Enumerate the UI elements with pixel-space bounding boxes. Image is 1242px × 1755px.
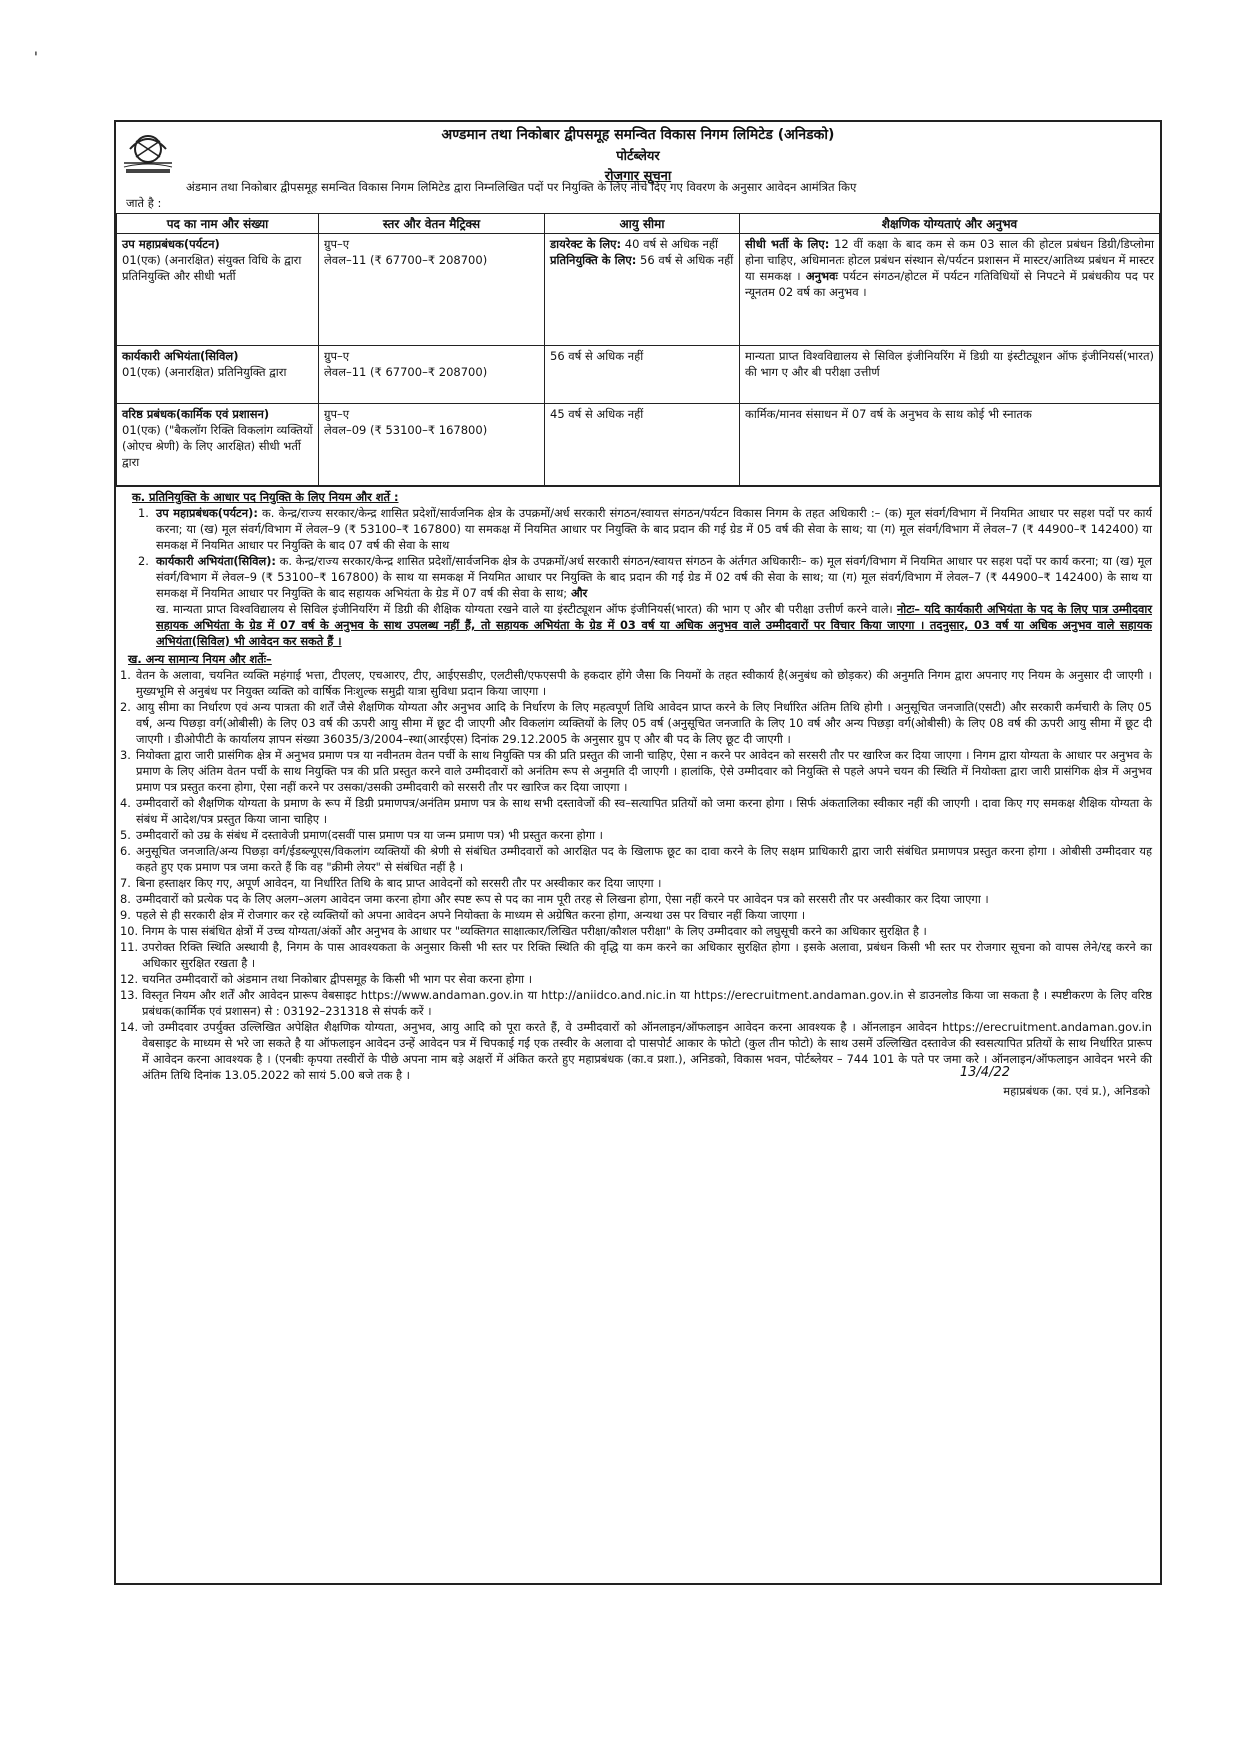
- post-cell: [117, 346, 319, 404]
- item-kha: ख. मान्यता प्राप्त विश्वविद्यालय से सिविल इंजीनियरिंग में डिग्री की शैक्षिक योग्यता रखने वाले या इंस्टीट्यूशन ऑफ इंजीनियर्स(भारत) की भाग ए और बी परीक्षा उत्तीर्ण करने वाले।: [156, 602, 897, 616]
- item-number: 2.: [120, 700, 131, 714]
- level-group: ग्रुप–ए: [324, 237, 350, 251]
- item-number: 13.: [120, 988, 139, 1002]
- level-cell: [319, 346, 545, 404]
- table-row: [117, 404, 1160, 486]
- item-or: और: [567, 586, 588, 600]
- item-number: 1.: [120, 668, 131, 682]
- level-pay: लेवल–09 (₹ 53100–₹ 167800): [324, 423, 488, 437]
- item-text: बिना हस्ताक्षर किए गए, अपूर्ण आवेदन, या निर्धारित तिथि के बाद प्राप्त आवेदनों को सरसरी तौर पर अस्वीकार कर दिया जाएगा ।: [136, 876, 662, 890]
- level-cell: [319, 404, 545, 486]
- item-text: चयनित उम्मीदवारों को अंडमान तथा निकोबार द्वीपसमूह के किसी भी भाग पर सेवा करना होगा ।: [142, 972, 533, 986]
- list-item: [120, 987, 1152, 1019]
- deputation-rules: [116, 486, 1160, 651]
- level-pay: लेवल–11 (₹ 67700–₹ 208700): [324, 253, 488, 267]
- item-number: 12.: [120, 972, 139, 986]
- list-item: [138, 553, 1152, 649]
- list-item: [120, 939, 1152, 971]
- level-group: ग्रुप–ए: [324, 349, 350, 363]
- item-number: 7.: [120, 876, 131, 890]
- item-text: विस्तृत नियम और शर्तें और आवेदन प्रारूप वेबसाइट https://www.andaman.gov.in या http://aniidco.and.nic.in या https://erecruitment.andaman.gov.in से डाउनलोड किया जा सकता है । स्पष्टीकरण के लिए वरिष्ठ प्रबंधक(कार्मिक एवं प्रशासन) से : 03192–231318 से संपर्क करें ।: [142, 988, 1152, 1018]
- list-item: [120, 891, 1152, 907]
- age-direct: 40 वर्ष से अधिक नहीं: [621, 237, 719, 251]
- age-deputation: 56 वर्ष से अधिक नहीं: [636, 253, 734, 267]
- signature-block: [116, 1065, 1160, 1099]
- item-text: आयु सीमा का निर्धारण एवं अन्य पात्रता की शर्तें जैसे शैक्षणिक योग्यता और अनुभव आदि के निर्धारण के लिए महत्वपूर्ण तिथि आवेदन प्राप्त करने के लिए निर्धारित अंतिम तिथि होगी । अनुसूचित जनजाति(एसटी) और सरकारी कर्मचारी के लिए 05 वर्ष, अन्य पिछड़ा वर्ग(ओबीसी) के लिए 03 वर्ष की ऊपरी आयु सीमा में छूट दी जाएगी और विकलांग व्यक्तियों के लिए 05 वर्ष (अनुसूचित जनजाति के लिए 10 वर्ष और अन्य पिछड़ा वर्ग(ओबीसी) के लिए 08 वर्ष की ऊपरी आयु सीमा में छूट दी जाएगी । डीओपीटी के कार्यालय ज्ञापन संख्या 36035/3/2004–स्था(आरईएस) दिनांक 29.12.2005 के अनुसार ग्रुप ए और बी पद के लिए छूट दी जाएगी ।: [136, 700, 1152, 746]
- list-item: [120, 971, 1152, 987]
- age-cell: 45 वर्ष से अधिक नहीं: [545, 404, 740, 486]
- item-title: उप महाप्रबंधक(पर्यटन):: [156, 506, 258, 520]
- level-cell: [319, 234, 545, 346]
- post-cell: [117, 234, 319, 346]
- item-text: अनुसूचित जनजाति/अन्य पिछड़ा वर्ग/ईडब्ल्यूएस/विकलांग व्यक्तियों की श्रेणी से संबंधित उम्मीदवारों को आरक्षित पद के खिलाफ छूट का दावा करने के लिए सक्षम प्राधिकारी द्वारा जारी संबंधित प्रमाणपत्र प्रस्तुत करना होगा । ओबीसी उम्मीदवार यह कहते हुए एक प्रमाण पत्र जमा करते हैं कि वह "क्रीमी लेयर" से संबंधित नहीं है ।: [136, 844, 1152, 874]
- organization-name: अण्डमान तथा निकोबार द्वीपसमूह समन्वित विकास निगम लिमिटेड (अनिडको): [441, 127, 835, 143]
- item-text: उम्मीदवारों को प्रत्येक पद के लिए अलग–अलग आवेदन जमा करना होगा और स्पष्ट रूप से पद का नाम पूरी तरह से लिखना होगा, ऐसा नहीं करने पर आवेदन पत्र को सरसरी तौर पर अस्वीकार कर दिया जाएगा ।: [136, 892, 989, 906]
- post-title: वरिष्ठ प्रबंधक(कार्मिक एवं प्रशासन): [122, 407, 270, 421]
- item-text: क. केन्द्र/राज्य सरकार/केन्द्र शासित प्रदेशों/सार्वजनिक क्षेत्र के उपक्रमों/अर्ध सरकारी संगठन/स्वायत्त संगठन के अंर्तगत अधिकारीः– क) मूल संवर्ग/विभाग में नियमित आधार पर सहश पदों पर कार्य करना; या (ख) मूल संवर्ग/विभाग में लेवल–9 (₹ 53100–₹ 167800) के साथ या समकक्ष में नियमित आधार पर नियुक्ति के बाद प्रदान की गई ग्रेड में 02 वर्ष की सेवा के साथ; या (ग) मूल संवर्ग/विभाग में लेवल–7 (₹ 44900–₹ 142400) के साथ या समकक्ष में नियमित आधार पर नियुक्ति के बाद सहायक अभियंता के ग्रेड में 07 वर्ष की सेवा के साथ;: [156, 554, 1152, 600]
- notice-title: रोजगार सूचना: [604, 169, 672, 184]
- list-item: [120, 699, 1152, 747]
- table-row: [117, 234, 1160, 346]
- city-name: पोर्टब्लेयर: [616, 149, 660, 164]
- list-item: [120, 667, 1152, 699]
- item-text: उपरोक्त रिक्ति स्थिति अस्थायी है, निगम के पास आवश्यकता के अनुसार किसी भी स्तर पर रिक्ति स्थिति की वृद्धि या कम करने का अधिकार सुरक्षित होगा । इसके अलावा, प्रबंधन किसी भी स्तर पर रोजगार सूचना को वापस लेने/रद्द करने का अधिकार सुरक्षित रखता है ।: [142, 940, 1152, 970]
- col-age: आयु सीमा: [545, 214, 740, 234]
- list-item: [120, 747, 1152, 795]
- list-item: [120, 795, 1152, 827]
- intro-line-1: अंडमान तथा निकोबार द्वीपसमूह समन्वित विकास निगम लिमिटेड द्वारा निम्नलिखित पदों पर नियुक्ति के लिए नीचे दिए गए विवरण के अनुसार आवेदन आमंत्रित किए: [186, 180, 857, 194]
- item-number: 4.: [120, 796, 131, 810]
- qualification-cell: कार्मिक/मानव संसाधन में 07 वर्ष के अनुभव के साथ कोई भी स्नातक: [740, 404, 1160, 486]
- qualification-cell: [740, 234, 1160, 346]
- item-number: 1.: [138, 506, 149, 520]
- post-detail: 01(एक) (अनारक्षित) संयुक्त विधि के द्वारा प्रतिनियुक्ति और सीधी भर्ती: [122, 253, 302, 283]
- age-cell: 56 वर्ष से अधिक नहीं: [545, 346, 740, 404]
- item-number: 2.: [138, 554, 149, 568]
- col-level: स्तर और वेतन मैट्रिक्स: [319, 214, 545, 234]
- list-item: [138, 505, 1152, 553]
- age-label-direct: डायरेक्ट के लिए:: [550, 237, 622, 251]
- qual-label-experience: अनुभवः: [800, 269, 838, 283]
- level-group: ग्रुप–ए: [324, 407, 350, 421]
- list-item: [120, 907, 1152, 923]
- item-number: 8.: [120, 892, 131, 906]
- post-cell: [117, 404, 319, 486]
- item-note: नोटः– यदि कार्यकारी अभियंता के पद के लिए पात्र उम्मीदवार सहायक अभियंता के ग्रेड में 07 वर्ष के अनुभव के साथ उपलब्ध नहीं हैं, तो सहायक अभियंता के ग्रेड में 03 वर्ष या अधिक अनुभव वाले उम्मीदवारों पर विचार किया जाएगा । तदनुसार, 03 वर्ष या अधिक अनुभव वाले सहायक अभियंता(सिविल) भी आवेदन कर सकते हैं ।: [156, 602, 1152, 648]
- list-item: [120, 843, 1152, 875]
- item-text: उम्मीदवारों को उम्र के संबंध में दस्तावेजी प्रमाण(दसवीं पास प्रमाण पत्र या जन्म प्रमाण पत्र) भी प्रस्तुत करना होगा ।: [136, 828, 603, 842]
- qual-label-direct: सीधी भर्ती के लिए:: [745, 237, 830, 251]
- item-text: उम्मीदवारों को शैक्षणिक योग्यता के प्रमाण के रूप में डिग्री प्रमाणपत्र/अनंतिम प्रमाण पत्र के साथ सभी दस्तावेजों की स्व–सत्यापित प्रतियों को जमा करना होगा । सिर्फ अंकतालिका स्वीकार नहीं की जाएगी । दावा किए गए समकक्ष शैक्षिक योग्यता के संबंध में आदेश/पत्र प्रस्तुत किया जाना चाहिए ।: [136, 796, 1152, 826]
- item-text: क. केन्द्र/राज्य सरकार/केन्द्र शासित प्रदेशों/सार्वजनिक क्षेत्र के उपक्रमों/अर्ध सरकारी संगठन/स्वायत्त संगठन/पर्यटन विकास निगम के तहत अधिकारी :– (क) मूल संवर्ग/विभाग में नियमित आधार पर सहश पदों पर कार्य करना; या (ख) मूल संवर्ग/विभाग में लेवल–9 (₹ 53100–₹ 167800) या समकक्ष में नियमित आधार पर नियुक्ति के बाद प्रदान की गई ग्रेड में 05 वर्ष की सेवा के साथ; या (ग) मूल संवर्ग/विभाग में लेवल–7 (₹ 44900–₹ 142400) या समकक्ष में नियमित आधार पर नियुक्ति के बाद 07 वर्ष की सेवा के साथ: [156, 506, 1153, 552]
- qual-direct: 12 वीं कक्षा के बाद कम से कम 03 साल की होटल प्रबंधन डिग्री/डिप्लोमा होना चाहिए, अधिमानतः होटल प्रबंधन संस्थान से/पर्यटन प्रशासन में मास्टर/आतिथ्य प्रबंधन में मास्टर या समकक्ष ।: [745, 237, 1154, 283]
- item-number: 14.: [120, 1020, 139, 1034]
- post-title: कार्यकारी अभियंता(सिविल): [122, 349, 239, 363]
- item-number: 9.: [120, 908, 131, 922]
- level-pay: लेवल–11 (₹ 67700–₹ 208700): [324, 365, 488, 379]
- item-number: 5.: [120, 828, 131, 842]
- item-number: 11.: [120, 940, 139, 954]
- item-text: वेतन के अलावा, चयनित व्यक्ति महंगाई भत्ता, टीएलए, एचआरए, टीए, आईएसडीए, एलटीसी/एफएसपी के हकदार होंगे जैसा कि नियमों के तहत स्वीकार्य है(अनुबंध को छोड़कर) की अनुमति निगम द्वारा अपनाए गए नियम के अनुसार दी जाएगी । मुख्यभूमि से अनुबंध पर नियुक्त व्यक्ति को वार्षिक निःशुल्क समुद्री यात्रा सुविधा प्रदान किया जाएगा ।: [136, 668, 1152, 698]
- stray-mark: ': [34, 50, 38, 66]
- col-post: पद का नाम और संख्या: [117, 214, 319, 234]
- qual-experience: पर्यटन संगठन/होटल में पर्यटन गतिविधियों से निपटने में प्रबंधकीय पद पर न्यूनतम 02 वर्ष का अनुभव ।: [745, 269, 1154, 299]
- section-a-heading: क. प्रतिनियुक्ति के आधार पद नियुक्ति के लिए नियम और शर्ते :: [132, 490, 399, 504]
- section-b-heading: ख. अन्य सामान्य नियम और शर्तेः–: [128, 652, 272, 666]
- post-title: उप महाप्रबंधक(पर्यटन): [122, 237, 220, 251]
- table-row: [117, 346, 1160, 404]
- list-item: [120, 923, 1152, 939]
- signatory-designation: महाप्रबंधक (का. एवं प्र.), अनिडको: [1003, 1084, 1150, 1098]
- age-cell: [545, 234, 740, 346]
- item-number: 10.: [120, 924, 139, 938]
- notice-header: [116, 125, 1160, 184]
- post-detail: 01(एक) ("बैकलॉग रिक्ति विकलांग व्यक्तियों (ओएच श्रेणी) के लिए आरक्षित) सीधी भर्ती द्वारा: [122, 423, 313, 469]
- col-qualification: शैक्षणिक योग्यताएं और अनुभव: [740, 214, 1160, 234]
- qualification-cell: मान्यता प्राप्त विश्वविद्यालय से सिविल इंजीनियरिंग में डिग्री या इंस्टीट्यूशन ऑफ इंजीनियर्स(भारत) की भाग ए और बी परीक्षा उत्तीर्ण: [740, 346, 1160, 404]
- item-number: 3.: [120, 748, 131, 762]
- list-item: [120, 875, 1152, 891]
- item-text: जो उम्मीदवार उपर्युक्त उल्लिखित अपेक्षित शैक्षणिक योग्यता, अनुभव, आयु आदि को पूरा करते हैं, वे उम्मीदवारों को ऑनलाइन/ऑफलाइन आवेदन करना आवश्यक है । ऑनलाइन आवेदन https://erecruitment.andaman.gov.in वेबसाइट के माध्यम से भरे जा सकते है या ऑफलाइन आवेदन उन्हें आवेदन पत्र में चिपकाई गई एक तस्वीर के अलावा दो पासपोर्ट आकार के फोटो (कुल तीन फोटो) के साथ उसमें उल्लिखित दस्तावेज की स्वसत्यापित प्रतियों के साथ निर्धारित प्रारूप में आवेदन करना आवश्यक है । (एनबीः कृपया तस्वीरों के पीछे अपना नाम बड़े अक्षरों में अंकित करते हुए महाप्रबंधक (का.व प्रशा.), अनिडको, विकास भवन, पोर्टब्लेयर – 744 101 के पते पर जमा करे । ऑनलाइन/ऑफलाइन आवेदन भरने की अंतिम तिथि दिनांक 13.05.2022 को सायं 5.00 बजे तक है ।: [142, 1020, 1152, 1082]
- general-rules: [116, 651, 1160, 1083]
- table-header-row: [117, 214, 1160, 234]
- intro-line-2: जाते है :: [126, 196, 162, 210]
- item-text: नियोक्ता द्वारा जारी प्रासंगिक क्षेत्र में अनुभव प्रमाण पत्र या नवीनतम वेतन पर्ची के साथ नियुक्ति पत्र की प्रति प्रस्तुत की जानी चाहिए, ऐसा न करने पर आवेदन को सरसरी तौर पर खारिज कर दिया जाएगा । निगम द्वारा योग्यता के आधार पर अनुभव के प्रमाण के लिए अंतिम वेतन पर्ची के साथ नियुक्ति पत्र की प्रति प्रस्तुत करने वाले उम्मीदवारों को अनंतिम रूप से अनुमति दी जाएगी । हालांकि, ऐसे उम्मीदवार को नियुक्ति से पहले अपने चयन की स्थिति में नियोक्ता द्वारा जारी प्रासंगिक क्षेत्र में अनुभव प्रमाण पत्र प्रस्तुत करना होगा, ऐसा नहीं करने पर उसका/उसकी उम्मीदवारी को सरसरी तौर पर खारिज कर दिया जाएगा ।: [136, 748, 1152, 794]
- general-rules-list: [120, 667, 1152, 1083]
- age-label-deputation: प्रतिनियुक्ति के लिए:: [550, 253, 637, 267]
- aniidco-logo-icon: [122, 131, 192, 175]
- signature-initials: 13/4/22: [959, 1065, 1010, 1080]
- list-item: [120, 827, 1152, 843]
- post-detail: 01(एक) (अनारक्षित) प्रतिनियुक्ति द्वारा: [122, 365, 287, 379]
- notice-frame: [114, 120, 1162, 1585]
- item-text: पहले से ही सरकारी क्षेत्र में रोजगार कर रहे व्यक्तियों को अपना आवेदन अपने नियोक्ता के माध्यम से अग्रेषित करना होगा, अन्यथा उस पर विचार नहीं किया जाएगा ।: [136, 908, 806, 922]
- item-title: कार्यकारी अभियंता(सिविल):: [156, 554, 276, 568]
- item-number: 6.: [120, 844, 131, 858]
- posts-table: [116, 213, 1160, 486]
- item-text: निगम के पास संबंधित क्षेत्रों में उच्च योग्यता/अंकों और अनुभव के आधार पर "व्यक्तिगत साक्षात्कार/लिखित परीक्षा/कौशल परीक्षा" के लिए उम्मीदवार को लघुसूची करने का अधिकार सुरक्षित है ।: [142, 924, 927, 938]
